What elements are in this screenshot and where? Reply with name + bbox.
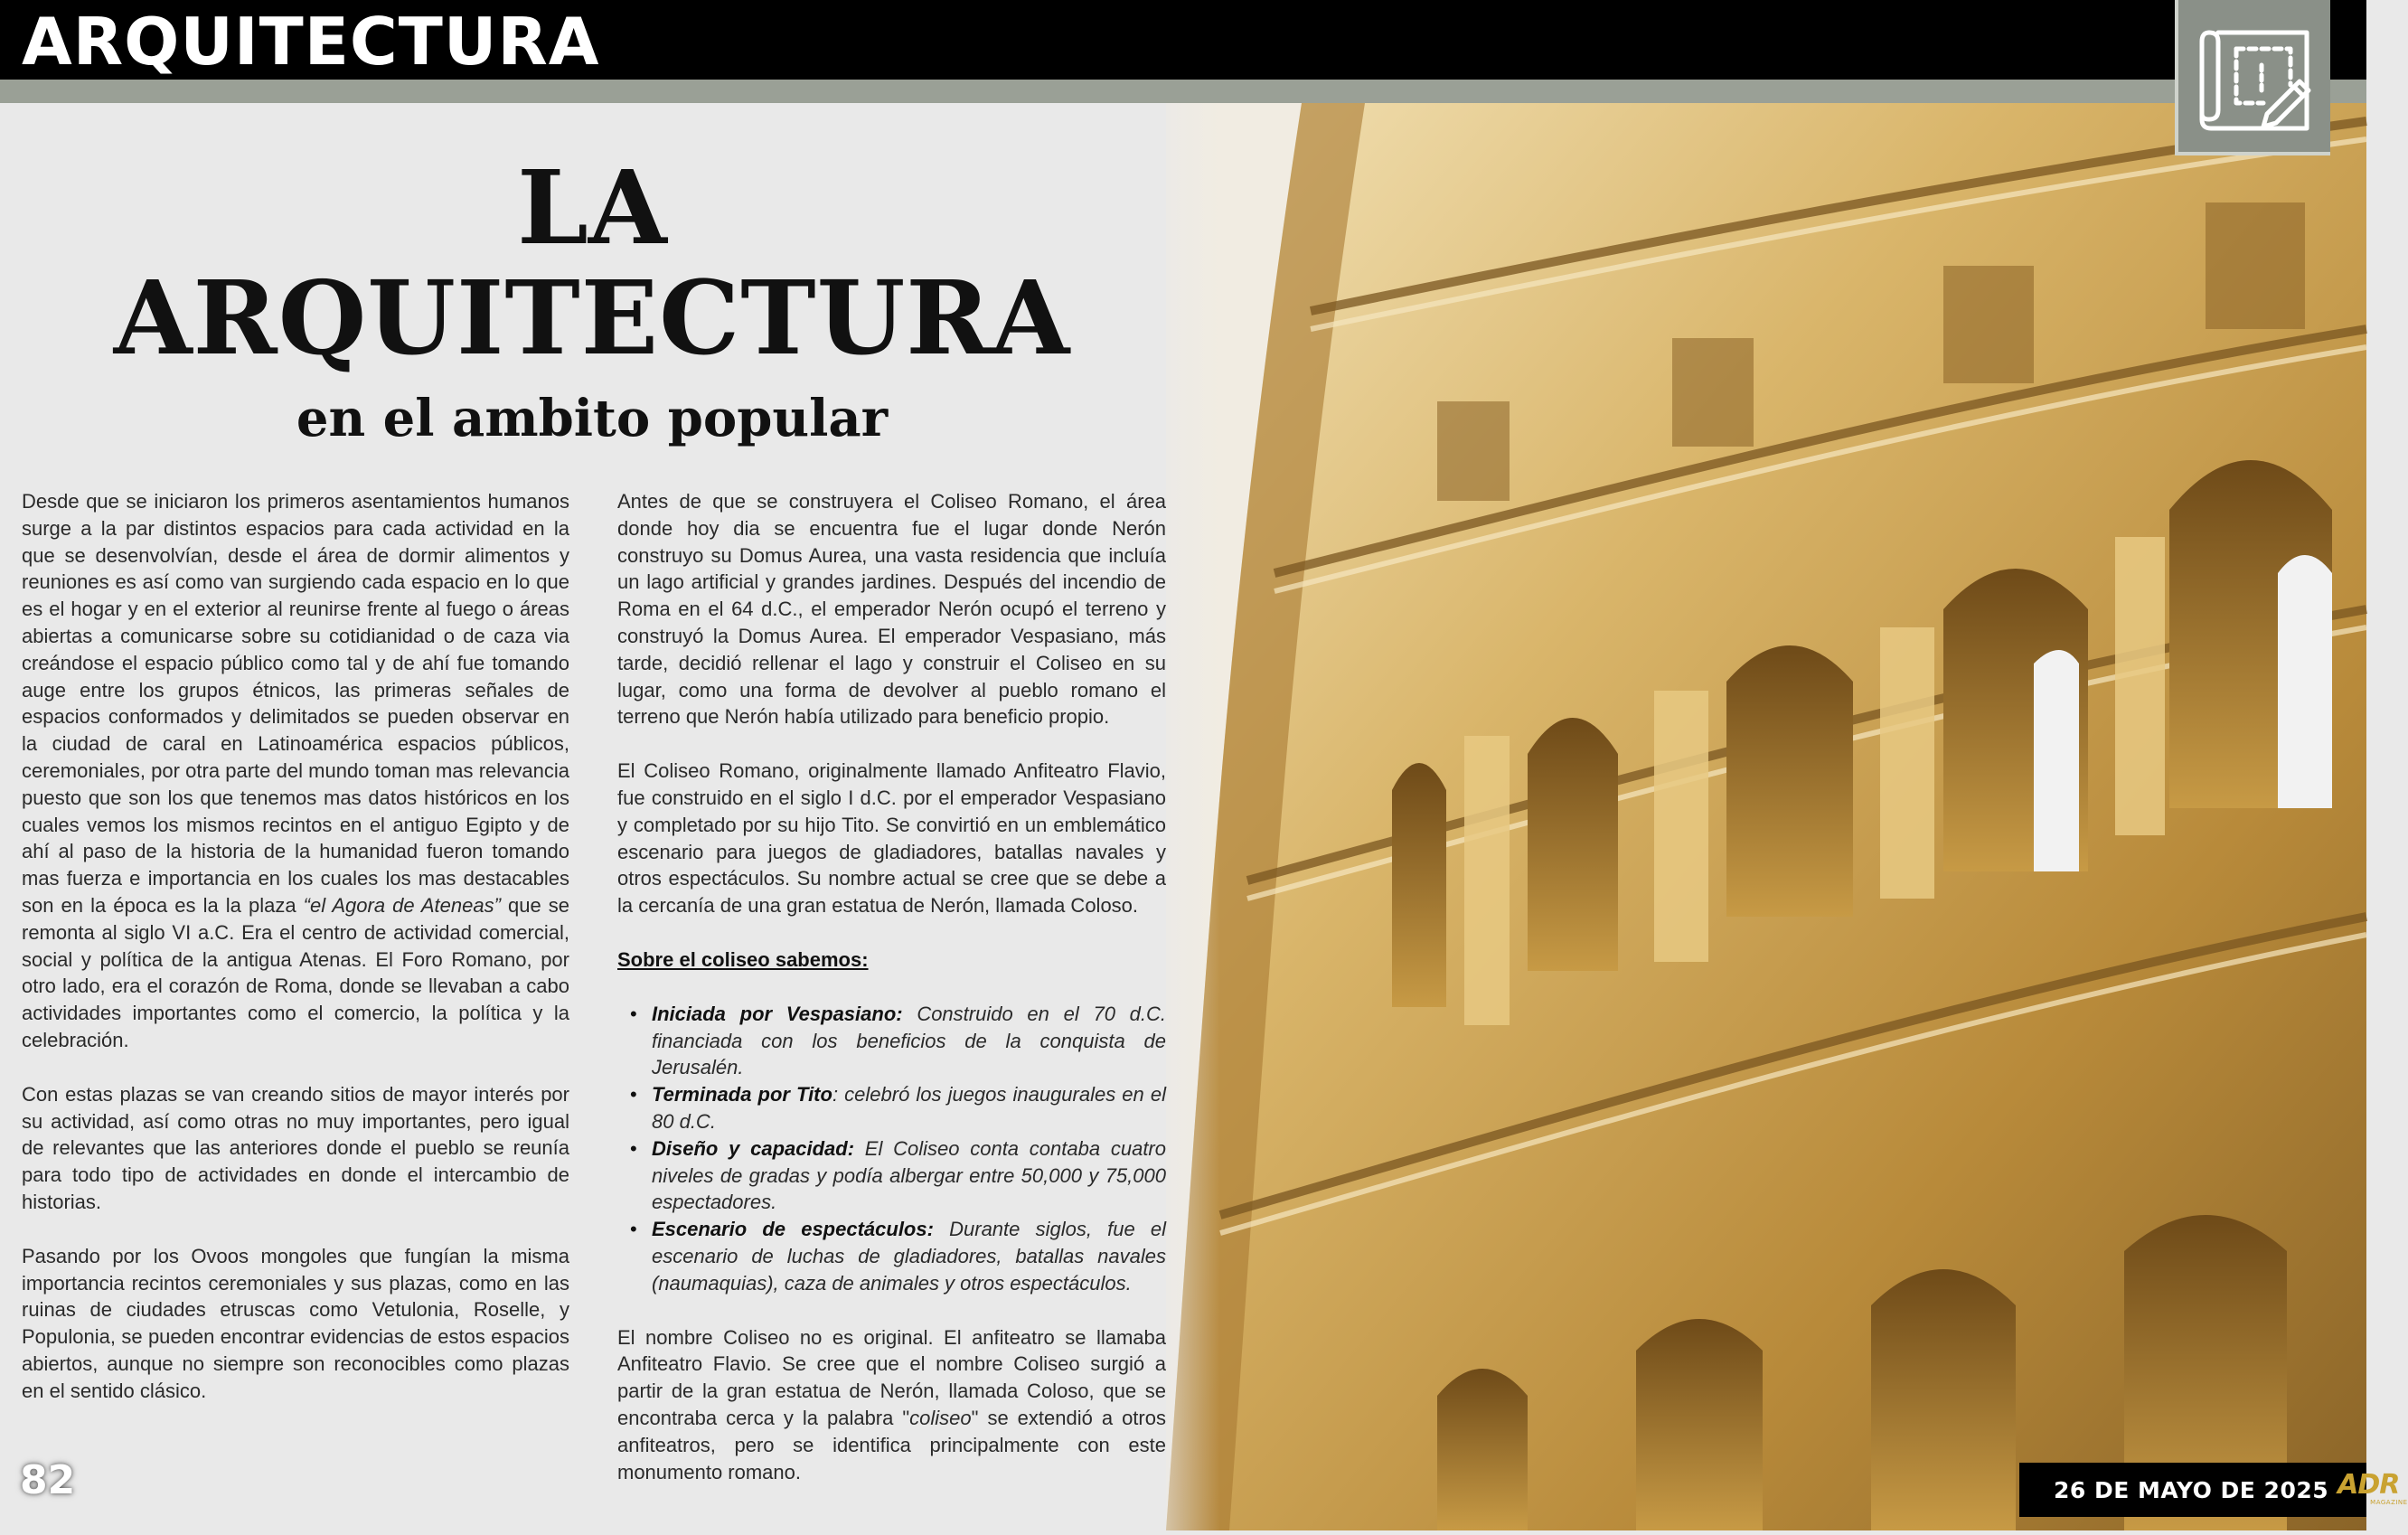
blueprint-pencil-icon: [2175, 0, 2330, 155]
adr-magazine-logo: [2337, 1469, 2408, 1508]
article-title: [54, 149, 1130, 378]
right-paragraph-3: El nombre Coliseo no es original. El anfiteatro se llamaba Anfiteatro Flavio. Se cree que el nombre Coliseo surgió a partir de la gran estatua de Nerón, llamada Coloso, que se encontraba cerca y la palabra "coliseo" se extendió a otros anfiteatros, pero se identifica principalmente con este monumento romano.: [617, 1325, 1166, 1483]
left-paragraph-2: Con estas plazas se van creando sitios de mayor interés por su actividad, así como otras no muy importantes, pero igual de relevantes que las anteriores donde el pueblo se reunía para todo tipo de actividades en donde el intercambio de historias.: [22, 1082, 569, 1213]
article-subtitle: en el ambito popular: [296, 389, 889, 448]
fact-item: • Iniciada por Vespasiano: Construido en el 70 d.C. financiada con los beneficios de la conquista de Jerusalén.: [652, 1001, 1166, 1081]
right-text-column: [617, 488, 1166, 1512]
date-badge: [2019, 1463, 2408, 1517]
adr-logo-subtext: MAGAZINE: [2370, 1499, 2408, 1506]
left-paragraph-1: Desde que se iniciaron los primeros asentamientos humanos surge a la par distintos espacios para cada actividad en la que se desenvolvían, desde el área de dormir alimentos y reuniones es así como van surgiendo cada espacio en lo que es el hogar y en el exterior al reunirse frente al fuego o áreas abiertas a comunicarse sobre su cotidianidad o de caza via creándose el espacio público como tal y de ahí fue tomando auge entre los grupos étnicos, las primeras señales de espacios conformados y delimitados se pueden observar en la ciudad de caral en Latinoamérica espacios públicos, ceremoniales, por otra parte del mundo toman mas relevancia puesto que son los que tenemos mas datos históricos en los cuales vemos los mismos recintos en el antiguo Egipto y de ahí al paso de la historia de la humanidad fueron tomando mas fuerza e importancia en los cuales los mas destacables son en la época es la la plaza “el Agora de Ateneas” que se remonta al siglo VI a.C. Era el centro de actividad comercial, social y política de la antigua Atenas. El Foro Romano, por otro lado, era el corazón de Roma, donde se llevaban a cabo actividades importantes como el comercio, la política y la celebración.: [22, 490, 570, 1051]
facts-list: [617, 1001, 1166, 1297]
article-title-line1: LA: [517, 149, 667, 268]
fact-item: • Escenario de espectáculos: Durante siglos, fue el escenario de luchas de gladiadores, batallas navales (naumaquias), caza de animales y otros espectáculos.: [652, 1216, 1166, 1296]
facts-heading: Sobre el coliseo sabemos:: [617, 947, 869, 971]
fact-item: • Terminada por Tito: celebró los juegos inaugurales en el 80 d.C.: [652, 1081, 1166, 1135]
issue-date: 26 DE MAYO DE 2025: [2054, 1476, 2329, 1503]
section-title: ARQUITECTURA: [22, 4, 600, 80]
article-title-line2: ARQUITECTURA: [113, 259, 1071, 378]
header-stripe: [0, 80, 2366, 103]
fact-item: • Diseño y capacidad: El Coliseo conta contaba cuatro niveles de gradas y podía albergar entre 50,000 y 75,000 espectadores.: [652, 1135, 1166, 1216]
left-text-column: [22, 488, 569, 1432]
left-paragraph-3: Pasando por los Ovoos mongoles que fungían la misma importancia recintos ceremoniales y sus plazas, como en las ruinas de ciudades etruscas como Vetulonia, Roselle, y Populonia, se pueden encontrar evidencias de estos espacios abiertos, aunque no siempre son reconocibles como plazas en el sentido clásico.: [22, 1244, 569, 1402]
right-paragraph-1: Antes de que se construyera el Coliseo Romano, el área donde hoy dia se encuentra fue el lugar donde Nerón construyo su Domus Aurea, una vasta residencia que incluía un lago artificial y grandes jardines. Después del incendio de Roma en el 64 d.C., el emperador Nerón ocupó el terreno y construyó la Domus Aurea. El emperador Vespasiano, más tarde, decidió rellenar el lago y construir el Coliseo en su lugar, como una forma de devolver al pueblo romano el terreno que Nerón había utilizado para beneficio propio.: [617, 490, 1166, 729]
adr-logo-text: ADR: [2337, 1469, 2400, 1501]
page-number: 82: [20, 1457, 76, 1503]
right-paragraph-2: El Coliseo Romano, originalmente llamado Anfiteatro Flavio, fue construido en el siglo I d.C. por el emperador Vespasiano y completado por su hijo Tito. Se convirtió en un emblemático escenario para juegos de gladiadores, batallas navales y otros espectáculos. Su nombre actual se cree que se debe a la cercanía de una gran estatua de Nerón, llamada Coloso.: [617, 759, 1166, 918]
agora-quote: “el Agora de Ateneas”: [303, 893, 501, 917]
colosseum-photo: [1166, 103, 2366, 1530]
